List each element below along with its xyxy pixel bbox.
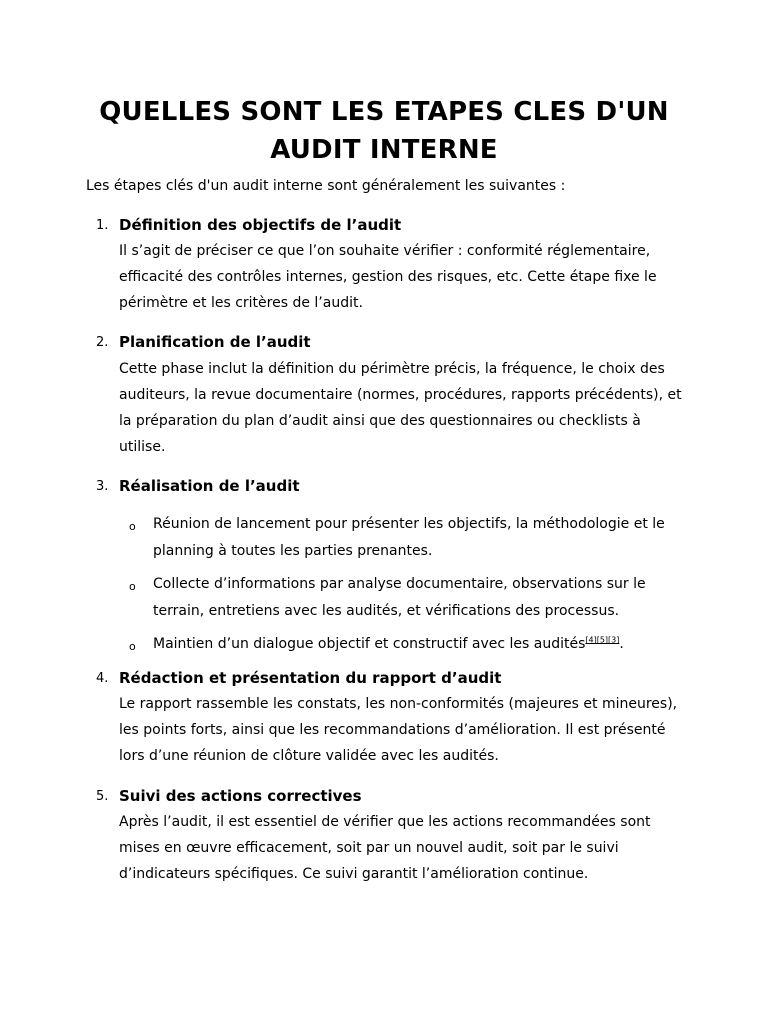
step-heading: Suivi des actions correctives (119, 787, 362, 805)
bullet-marker: o (129, 580, 136, 593)
bullet-text: Maintien d’un dialogue objectif et constructif avec les audités (153, 636, 586, 652)
bullet-text: Réunion de lancement pour présenter les objectifs, la méthodologie et le planning à toutes les parties prenantes. (153, 516, 665, 559)
bullet-marker: o (129, 520, 136, 533)
step-description: Il s’agit de préciser ce que l’on souhaite vérifier : conformité réglementaire, efficacité des contrôles internes, gestion des risques, etc. Cette étape fixe le périmètre et les critères de l’audit. (119, 243, 657, 311)
step-number: 1. (96, 218, 109, 233)
step-heading: Définition des objectifs de l’audit (119, 216, 402, 234)
step-number: 3. (96, 479, 109, 494)
bullet-end-punctuation: . (619, 636, 624, 652)
step-heading: Réalisation de l’audit (119, 477, 300, 495)
page-title: QUELLES SONT LES ETAPES CLES D'UN AUDIT INTERNE (99, 97, 669, 165)
bullet-text-with-refs (153, 631, 698, 658)
bullet-marker: o (129, 640, 136, 653)
citation-refs-link[interactable]: [4][5][3] (585, 635, 620, 645)
step-heading: Rédaction et présentation du rapport d’audit (119, 669, 502, 687)
intro-paragraph: Les étapes clés d'un audit interne sont généralement les suivantes : (86, 178, 566, 194)
step-number: 4. (96, 671, 109, 686)
step-number: 5. (96, 789, 109, 804)
step-description: Le rapport rassemble les constats, les non-conformités (majeures et mineures), les points forts, ainsi que les recommandations d’amélioration. Il est présenté lors d’une réunion de clôture validée avec les audités. (119, 696, 678, 764)
step-heading: Planification de l’audit (119, 333, 311, 351)
step-description: Après l’audit, il est essentiel de vérifier que les actions recommandées sont mises en œuvre efficacement, soit par un nouvel audit, soit par le suivi d’indicateurs spécifiques. Ce suivi garantit l’amélioration continue. (119, 814, 651, 882)
step-description: Cette phase inclut la définition du périmètre précis, la fréquence, le choix des auditeurs, la revue documentaire (normes, procédures, rapports précédents), et la préparation du plan d’audit ainsi que des questionnaires ou checklists à utilise. (119, 361, 682, 455)
step-number: 2. (96, 335, 109, 350)
bullet-text: Collecte d’informations par analyse documentaire, observations sur le terrain, entretiens avec les audités, et vérifications des processus. (153, 576, 646, 619)
